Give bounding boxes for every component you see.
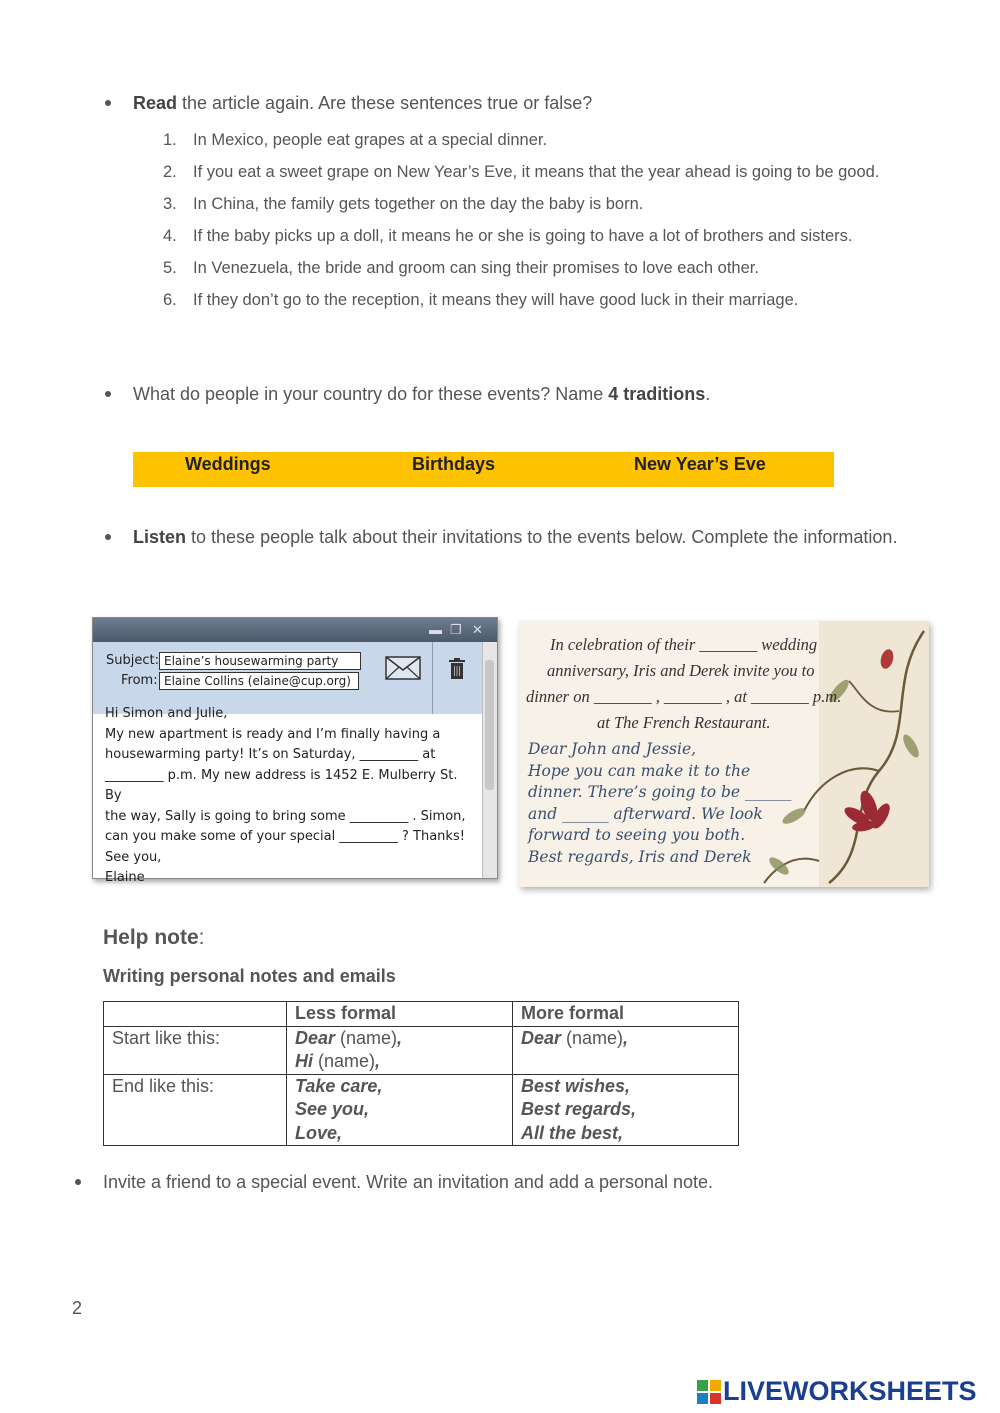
list-item: 6. If they don’t go to the reception, it means they will have good luck in their marriage. bbox=[163, 291, 799, 309]
list-item: 4. If the baby picks up a doll, it means he or she is going to have a lot of brothers and sisters. bbox=[163, 227, 853, 245]
note-line: Hope you can make it to the bbox=[528, 761, 751, 780]
note-line: and ______ afterward. We look bbox=[528, 804, 763, 823]
from-label: From: bbox=[121, 673, 158, 688]
events-header-bar bbox=[133, 452, 834, 487]
end-label: End like this: bbox=[104, 1074, 287, 1146]
from-field[interactable]: Elaine Collins (elaine@cup.org) bbox=[159, 672, 359, 690]
bullet-icon bbox=[105, 100, 111, 106]
email-line: the way, Sally is going to bring some _________ . Simon, bbox=[105, 808, 466, 824]
email-line: housewarming party! It’s on Saturday, _________ at bbox=[105, 747, 436, 762]
card-print-line: anniversary, Iris and Derek invite you to bbox=[547, 661, 815, 680]
logo-text: LIVEWORKSHEETS bbox=[723, 1376, 977, 1406]
card-print-line: In celebration of their _______ wedding bbox=[550, 635, 818, 654]
instruction-read: Read the article again. Are these sentences true or false? bbox=[133, 90, 592, 116]
end-less-formal: Take care, See you, Love, bbox=[287, 1074, 513, 1146]
start-label: Start like this: bbox=[104, 1026, 287, 1074]
email-line: My new apartment is ready and I’m finally having a bbox=[105, 726, 441, 742]
minimize-icon[interactable]: ▬ bbox=[429, 622, 442, 637]
envelope-icon[interactable] bbox=[385, 656, 421, 680]
end-more-formal: Best wishes, Best regards, All the best, bbox=[513, 1074, 739, 1146]
email-line: Hi Simon and Julie, bbox=[105, 706, 228, 721]
invitation-card bbox=[519, 621, 929, 887]
note-line: Dear John and Jessie, bbox=[528, 740, 697, 758]
scrollbar-thumb[interactable] bbox=[485, 660, 494, 790]
instruction-invite: Invite a friend to a special event. Write an invitation and add a personal note. bbox=[103, 1169, 713, 1195]
email-line: Elaine bbox=[105, 870, 145, 885]
note-line: forward to seeing you both. bbox=[528, 826, 746, 844]
note-line: dinner. There’s going to be ______ bbox=[528, 783, 792, 801]
bullet-icon bbox=[105, 534, 111, 540]
subject-label: Subject: bbox=[106, 653, 159, 668]
start-less-formal: Dear (name), Hi (name), bbox=[287, 1026, 513, 1074]
bullet-icon bbox=[75, 1179, 81, 1185]
close-icon[interactable]: ✕ bbox=[472, 622, 483, 637]
help-note-title: Help note: bbox=[103, 926, 205, 949]
list-item: 5. In Venezuela, the bride and groom can sing their promises to love each other. bbox=[163, 259, 759, 277]
page-number: 2 bbox=[72, 1298, 83, 1318]
note-line: Best regards, Iris and Derek bbox=[528, 847, 752, 866]
list-item: 2. If you eat a sweet grape on New Year’s Eve, it means that the year ahead is going to be good. bbox=[163, 163, 880, 181]
table-header-cell: Less formal bbox=[287, 1002, 513, 1027]
trash-icon[interactable] bbox=[449, 658, 465, 680]
card-personal-note bbox=[528, 739, 792, 868]
table-row bbox=[104, 1074, 739, 1146]
table-row bbox=[104, 1026, 739, 1074]
instruction-listen: Listen to these people talk about their invitations to the events below. Complete the information. bbox=[133, 520, 903, 555]
card-print-line: at The French Restaurant. bbox=[597, 713, 771, 732]
event-new-years-eve: New Year’s Eve bbox=[634, 454, 766, 474]
help-note-subtitle: Writing personal notes and emails bbox=[103, 966, 396, 986]
list-item: 3. In China, the family gets together on the day the baby is born. bbox=[163, 195, 644, 213]
window-titlebar bbox=[93, 618, 497, 642]
table-row bbox=[104, 1002, 739, 1027]
true-false-list bbox=[163, 124, 923, 316]
restore-icon[interactable]: ❐ bbox=[450, 622, 462, 637]
table-header-cell bbox=[104, 1002, 287, 1027]
instruction-traditions: What do people in your country do for these events? Name 4 traditions. bbox=[133, 381, 710, 407]
email-line: _________ p.m. My new address is 1452 E. Mulberry St. By bbox=[105, 767, 458, 803]
bullet-icon bbox=[105, 391, 111, 397]
liveworksheets-logo bbox=[697, 1376, 992, 1406]
logo-mark-icon bbox=[697, 1380, 721, 1404]
start-more-formal: Dear (name), bbox=[513, 1026, 739, 1074]
list-item: 1. In Mexico, people eat grapes at a special dinner. bbox=[163, 131, 548, 149]
email-window bbox=[92, 617, 498, 885]
email-body bbox=[105, 704, 475, 889]
email-line: See you, bbox=[105, 849, 162, 865]
card-print-line: dinner on _______ , _______ , at _______ p.m. bbox=[526, 687, 842, 706]
email-scrollbar[interactable] bbox=[482, 642, 497, 878]
formality-table bbox=[103, 1001, 739, 1146]
subject-field[interactable]: Elaine’s housewarming party bbox=[159, 652, 361, 670]
event-birthdays: Birthdays bbox=[412, 454, 496, 474]
table-header-cell: More formal bbox=[513, 1002, 739, 1027]
event-weddings: Weddings bbox=[185, 454, 271, 474]
email-line: can you make some of your special _________ ? Thanks! bbox=[105, 829, 465, 844]
